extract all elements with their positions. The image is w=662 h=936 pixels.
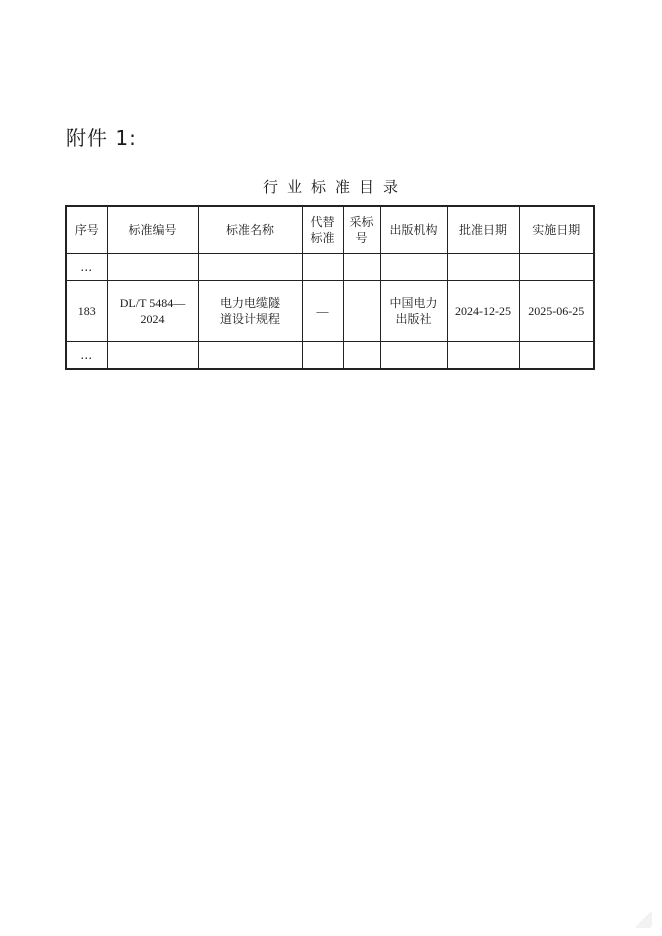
empty-cell <box>519 342 594 370</box>
empty-cell <box>198 254 302 281</box>
header-approve-date: 批准日期 <box>447 206 519 254</box>
empty-cell <box>380 254 447 281</box>
table-row <box>66 281 594 342</box>
cell-std-no-line1: DL/T 5484— <box>119 296 186 310</box>
header-adopt <box>343 206 380 254</box>
empty-cell <box>519 254 594 281</box>
ellipsis-cell: … <box>66 254 107 281</box>
empty-cell <box>107 254 198 281</box>
ellipsis-cell: … <box>66 342 107 370</box>
cell-effective-date: 2025-06-25 <box>519 281 594 342</box>
cell-adopt <box>343 281 380 342</box>
header-std-name: 标准名称 <box>198 206 302 254</box>
cell-std-no-line2: 2024 <box>140 312 165 326</box>
cell-std-name <box>198 281 302 342</box>
cell-std-name-line1: 电力电缆隧 <box>219 296 280 310</box>
header-replace <box>302 206 343 254</box>
empty-cell <box>447 342 519 370</box>
cell-seq: 183 <box>66 281 107 342</box>
empty-cell <box>343 254 380 281</box>
table-title: 行业标准目录 <box>262 178 407 196</box>
empty-cell <box>343 342 380 370</box>
table-row-ellipsis-top <box>66 254 594 281</box>
empty-cell <box>302 342 343 370</box>
header-effective-date: 实施日期 <box>519 206 594 254</box>
cell-publisher <box>380 281 447 342</box>
header-row <box>66 206 594 254</box>
cell-std-no <box>107 281 198 342</box>
empty-cell <box>380 342 447 370</box>
header-publisher: 出版机构 <box>380 206 447 254</box>
header-replace-line2: 标准 <box>310 231 335 245</box>
cell-publisher-line1: 中国电力 <box>389 296 438 310</box>
header-adopt-line1: 采标 <box>349 215 374 229</box>
empty-cell <box>198 342 302 370</box>
attachment-label: 附件 1: <box>66 126 137 150</box>
header-replace-line1: 代替 <box>310 215 335 229</box>
standards-table <box>65 205 595 370</box>
table-row-ellipsis-bottom <box>66 342 594 370</box>
cell-approve-date: 2024-12-25 <box>447 281 519 342</box>
header-adopt-line2: 号 <box>355 231 368 245</box>
header-seq: 序号 <box>66 206 107 254</box>
cell-replace: — <box>302 281 343 342</box>
cell-publisher-line2: 出版社 <box>395 312 432 326</box>
header-std-no: 标准编号 <box>107 206 198 254</box>
empty-cell <box>447 254 519 281</box>
empty-cell <box>107 342 198 370</box>
cell-std-name-line2: 道设计规程 <box>219 312 280 326</box>
empty-cell <box>302 254 343 281</box>
page-curl-mark <box>634 910 652 928</box>
